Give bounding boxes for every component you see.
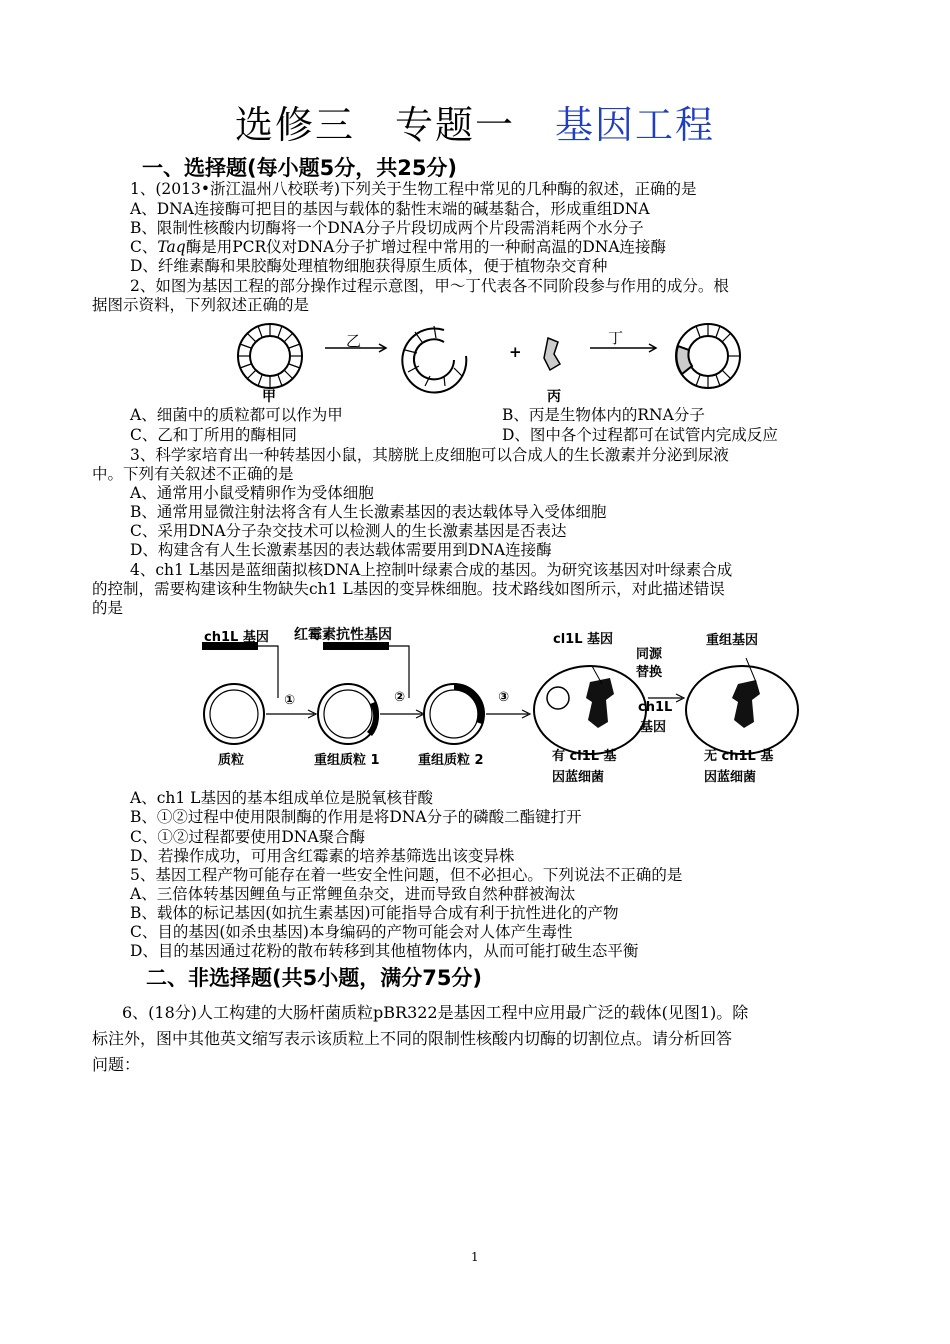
page-number: 1 — [471, 1250, 479, 1264]
q3-stem-line2: 中。下列有关叙述不正确的是 — [92, 465, 294, 483]
fig-step-3: ③ — [498, 690, 510, 705]
q5-stem: 5、基因工程产物可能存在着一些安全性问题，但不必担心。下列说法不正确的是 — [130, 866, 683, 884]
q1-stem: 1、(2013•浙江温州八校联考)下列关于生物工程中常见的几种酶的叙述，正确的是 — [130, 180, 697, 198]
title-highlight: 基因工程 — [555, 103, 716, 147]
fig-label-without-1: 无 ch1L 基 — [704, 749, 774, 764]
q4-stem-line2: 的控制，需要构建该种生物缺失ch1 L基因的变异株细胞。技术路线如图所示，对此描述错误 — [92, 580, 725, 598]
fig-label-cl1l-gene: cl1L 基因 — [553, 632, 614, 647]
q3-option-b: B、通常用显微注射法将含有人生长激素基因的表达载体导入受体细胞 — [130, 503, 607, 521]
label-ding: 丁 — [608, 329, 624, 347]
q4-option-c: C、①②过程都要使用DNA聚合酶 — [130, 828, 366, 846]
label-plus: + — [509, 343, 522, 361]
q5-option-d: D、目的基因通过花粉的散布转移到其他植物体内，从而可能打破生态平衡 — [130, 942, 639, 960]
q2-figure — [230, 320, 750, 410]
fig-label-recomb-gene: 重组基因 — [706, 633, 759, 648]
fig-label-ch1l-1: ch1L — [638, 700, 673, 715]
q4-stem-line3: 的是 — [92, 599, 124, 617]
q2-stem-line2: 据图示资料，下列叙述正确的是 — [92, 296, 310, 314]
q3-option-a: A、通常用小鼠受精卵作为受体细胞 — [130, 484, 374, 502]
q4-option-a: A、ch1 L基因的基本组成单位是脱氧核苷酸 — [130, 789, 433, 807]
recombinant-plasmid-2 — [424, 684, 484, 744]
q3-stem-line1: 3、科学家培育出一种转基因小鼠，其膀胱上皮细胞可以合成人的生长激素并分泌到尿液 — [130, 446, 729, 464]
q5-option-c: C、目的基因(如杀虫基因)本身编码的产物可能会对人体产生毒性 — [130, 923, 573, 941]
bacterium-with-gene — [534, 666, 646, 754]
label-yi: 乙 — [346, 332, 362, 350]
q2-stem-line1: 2、如图为基因工程的部分操作过程示意图，甲～丁代表各不同阶段参与作用的成分。根 — [130, 277, 729, 295]
fig-label-chl-gene: ch1L 基因 — [204, 630, 269, 645]
fig-label-plasmid: 质粒 — [218, 753, 245, 768]
q3-option-d: D、构建含有人生长激素基因的表达载体需要用到DNA连接酶 — [130, 541, 552, 559]
q5-option-b: B、载体的标记基因(如抗生素基因)可能指导合成有利于抗性进化的产物 — [130, 904, 619, 922]
q5-option-a: A、三倍体转基因鲤鱼与正常鲤鱼杂交，进而导致自然种群被淘汰 — [130, 885, 576, 903]
q2-option-c: C、乙和丁所用的酶相同 — [130, 426, 297, 444]
fig-label-homolog-1: 同源 — [636, 647, 663, 662]
section-heading-1: 一、选择题(每小题5分，共25分) — [142, 156, 458, 180]
plasmid-recombined — [676, 324, 740, 388]
fig-label-with-2: 因蓝细菌 — [552, 770, 605, 785]
q1-option-d: D、纤维素酶和果胶酶处理植物细胞获得原生质体，便于植物杂交育种 — [130, 257, 608, 275]
q2-option-b: B、丙是生物体内的RNA分子 — [502, 406, 705, 424]
fragment-bing — [544, 338, 560, 370]
fig-label-ery-gene: 红霉素抗性基因 — [294, 627, 392, 643]
fig-label-recomb2: 重组质粒 2 — [418, 753, 484, 768]
fig-label-recomb1: 重组质粒 1 — [314, 753, 380, 768]
fig-label-ch1l-2: 基因 — [640, 720, 667, 735]
fig-label-with-1: 有 cl1L 基 — [552, 749, 617, 764]
q2-option-d: D、图中各个过程都可在试管内完成反应 — [502, 426, 778, 444]
cut-plasmid — [402, 326, 466, 393]
q6-line1: 6、(18分)人工构建的大肠杆菌质粒pBR322是基因工程中应用最广泛的载体(见图1)。除 — [122, 1003, 749, 1022]
fig-label-without-2: 因蓝细菌 — [704, 770, 757, 785]
fig-label-homolog-2: 替换 — [636, 665, 663, 680]
q3-option-c: C、采用DNA分子杂交技术可以检测人的生长激素基因是否表达 — [130, 522, 567, 540]
q4-option-b: B、①②过程中使用限制酶的作用是将DNA分子的磷酸二酯键打开 — [130, 808, 582, 826]
label-bing: 丙 — [547, 389, 561, 405]
recombinant-plasmid-1 — [318, 684, 379, 744]
label-jia: 甲 — [262, 389, 276, 405]
page-title: 选修三 专题一 基因工程 — [234, 103, 716, 147]
section-heading-2: 二、非选择题(共5小题，满分75分) — [146, 966, 483, 990]
bacterium-without-gene — [686, 658, 798, 754]
q6-line3: 问题： — [92, 1055, 141, 1074]
fig-step-2: ② — [394, 690, 406, 705]
q4-stem-line1: 4、ch1 L基因是蓝细菌拟核DNA上控制叶绿素合成的基因。为研究该基因对叶绿素合成 — [130, 561, 733, 579]
q1-option-b: B、限制性核酸内切酶将一个DNA分子片段切成两个片段需消耗两个水分子 — [130, 219, 644, 237]
plasmid-ring — [204, 684, 264, 744]
fig-step-1: ① — [284, 693, 296, 708]
q2-option-a: A、细菌中的质粒都可以作为甲 — [130, 406, 343, 424]
q1-option-a: A、DNA连接酶可把目的基因与载体的黏性末端的碱基黏合，形成重组DNA — [130, 200, 650, 218]
plasmid-jia — [238, 324, 302, 388]
q1-option-c: C、Taq酶是用PCR仪对DNA分子扩增过程中常用的一种耐高温的DNA连接酶 — [130, 238, 667, 256]
q4-option-d: D、若操作成功，可用含红霉素的培养基筛选出该变异株 — [130, 847, 515, 865]
q6-line2: 标注外，图中其他英文缩写表示该质粒上不同的限制性核酸内切酶的切割位点。请分析回答 — [92, 1029, 733, 1048]
